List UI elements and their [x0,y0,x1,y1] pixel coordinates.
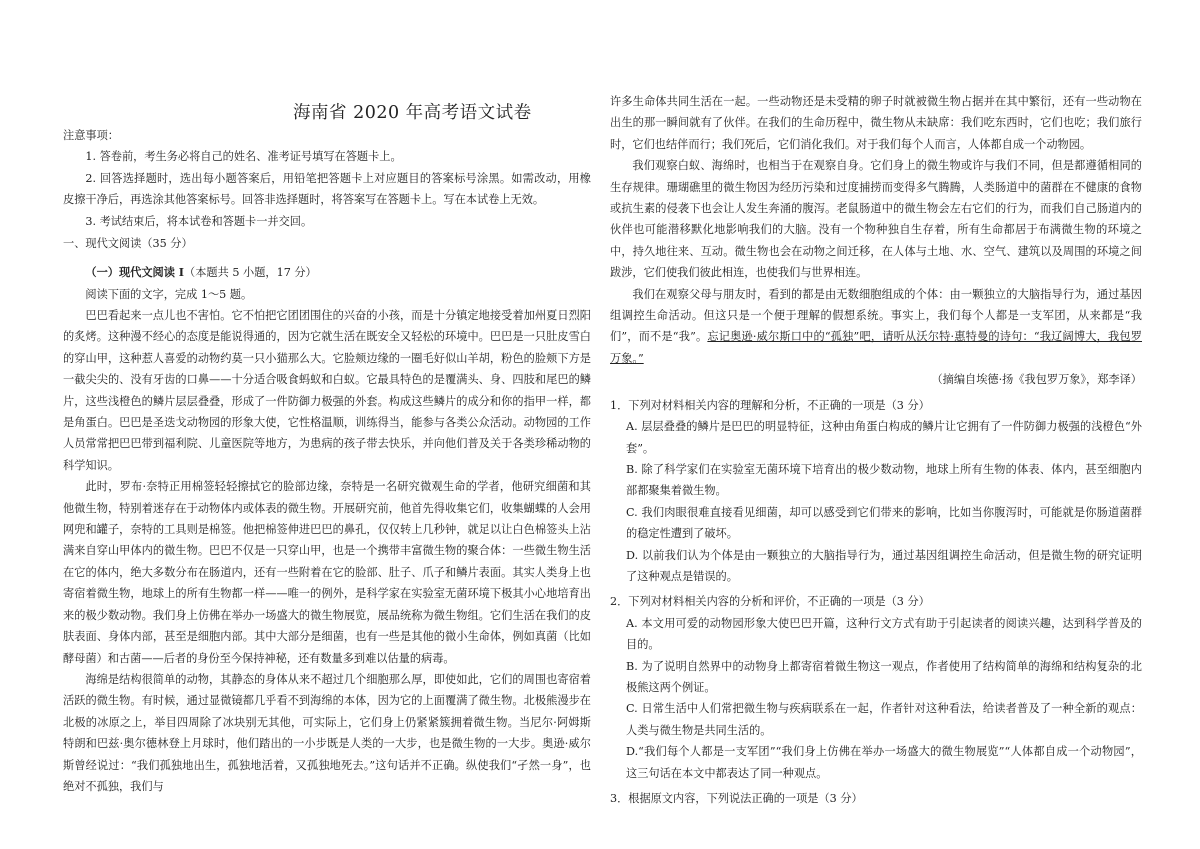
question-stem: 3．根据原文内容，下列说法正确的一项是（3 分） [610,792,863,805]
answer-option-b: B. 除了科学家们在实验室无菌环境下培育出的极少数动物，地球上所有生物的体表、体内，甚至细胞内部都聚集着微生物。 [626,462,1142,498]
section-heading: 一、现代文阅读（35 分） [63,237,193,250]
answer-option-a: A. 本文用可爱的动物园形象大使巴巴开篇，这种行文方式有助于引起读者的阅读兴趣，达到科学普及的目的。 [626,616,1142,652]
answer-option-c: C. 日常生活中人们常把微生物与疾病联系在一起，作者针对这种看法，给读者普及了一种全新的观点：人类与微生物是共同生活的。 [626,702,1142,737]
passage-left [63,305,591,797]
subsection-note: （本题共 5 小题，17 分） [184,266,317,279]
question-1 [610,395,1142,588]
passage-paragraph [610,284,1142,370]
answer-option-c: C. 我们肉眼很难直接看见细菌，却可以感受到它们带来的影响，比如当你腹泻时，可能就是你肠道菌群的稳定性遭到了破坏。 [626,505,1142,541]
passage-right [610,91,1142,809]
answer-option-a: A. 层层叠叠的鳞片是巴巴的明显特征，这种由角蛋白构成的鳞片让它拥有了一件防御力极强的浅橙色“外套”。 [626,420,1142,455]
reading-instruction: 阅读下面的文字，完成 1～5 题。 [85,288,253,301]
passage-paragraph: 许多生命体共同生活在一起。一些动物还是未受精的卵子时就被微生物占据并在其中繁衍，还有一些动物在出生的那一瞬间就有了伙伴。在我们的生命历程中，微生物从未缺席：我们吃东西时，它们也吃；我们旅行时，它们也结伴而行；我们死后，它们消化我们。对于我们每个人而言，人体都自成一个动物园。 [610,95,1142,151]
passage-text: 我们在观察父母与朋友时，看到的都是由无数细胞组成的个体：由一颗独立的大脑指导行为，通过基因组调控生命活动。但这只是一个便于理解的假想系统。事实上，我们每个人都是一支军团，从来都是“我们”，而不是“我”。 [610,287,1142,344]
passage-paragraph: 巴巴看起来一点儿也不害怕。它不怕把它团团围住的兴奋的小孩，而是十分镇定地接受着加州夏日烈阳的炙烤。这种漫不经心的态度是能说得通的，因为它就生活在既安全又轻松的环境中。巴巴是一只肚皮雪白的穿山甲，这种惹人喜爱的动物约莫一只小猫那么大。它脸颊边缘的一圈毛好似山羊胡，粉色的脸颊下方是一截尖尖的、没有牙齿的口鼻——十分适合吸食蚂蚁和白蚁。它最具特色的是覆满头、身、四肢和尾巴的鳞片，这些浅橙色的鳞片层层叠叠，形成了一件防御力极强的外套。构成这些鳞片的成分和你的指甲一样，都是角蛋白。巴巴是圣迭戈动物园的形象大使，它性格温顺，训练得当，能参与各类公众活动。动物园的工作人员常常把巴巴带到福利院、儿童医院等地方，为患病的孩子带去快乐，并向他们普及关于各类珍稀动物的科学知识。 [63,309,591,472]
page-title: 海南省 2020 年高考语文试卷 [293,103,532,123]
source-citation: （摘编自埃德·扬《我包罗万象》，郑李译） [931,373,1142,387]
question-2 [610,591,1142,784]
underlined-quote: 忘记奥逊·威尔斯口中的“孤独”吧，请听从沃尔特·惠特曼的诗句：“我辽阔博大，我包罗万象。” [610,330,1142,365]
passage-paragraph: 海绵是结构很简单的动物，其静态的身体从来不超过几个细胞那么厚，即使如此，它们的周围也寄宿着活跃的微生物。有时候，通过显微镜都几乎看不到海绵的本体，因为它的上面覆满了微生物。北极熊漫步在北极的冰原之上，举目四周除了冰块别无其他，可实际上，它们身上仍紧紧簇拥着微生物。当尼尔·阿姆斯特朗和巴兹·奥尔德林登上月球时，他们踏出的一小步既是人类的一大步，也是微生物的一大步。奥逊·威尔斯曾经说过：“我们孤独地出生，孤独地活着，又孤独地死去。”这句话并不正确。纵使我们“孑然一身”，也绝对不孤独，我们与 [63,672,591,793]
notice-item: 1. 答卷前，考生务必将自己的姓名、准考证号填写在答题卡上。 [85,150,402,164]
notice-block [63,125,591,232]
passage-paragraph: 我们观察白蚁、海绵时，也相当于在观察自身。它们身上的微生物或许与我们不同，但是都遵循相同的生存规律。珊瑚礁里的微生物因为经历污染和过度捕捞而变得多气腾腾，人类肠道中的菌群在不健康的食物或抗生素的侵袭下也会让人发生奔涌的腹泻。老鼠肠道中的微生物会左右它们的行为，而我们自己肠道内的伙伴也可能潜移默化地影响我们的大脑。没有一个物种独自生存着，所有生命都居于布满微生物的环境之中，持久地往来、互动。微生物也会在动物之间迁移，在人体与土地、水、空气、建筑以及周围的环境之间跋涉，它们使我们彼此相连，也使我们与世界相连。 [610,159,1142,280]
notice-item: 3. 考试结束后，将本试卷和答题卡一并交回。 [85,214,313,228]
question-3 [610,788,1142,809]
question-stem: 2．下列对材料相关内容的分析和评价，不正确的一项是（3 分） [610,595,930,609]
answer-option-d: D. 以前我们认为个体是由一颗独立的大脑指导行为，通过基因组调控生命活动，但是微生物的研究证明了这种观点是错误的。 [626,548,1142,583]
subsection-title: （一）现代文阅读 I [85,265,185,279]
question-stem: 1．下列对材料相关内容的理解和分析，不正确的一项是（3 分） [610,398,930,412]
notice-heading: 注意事项： [63,129,119,142]
passage-paragraph: 此时，罗布·奈特正用棉签轻轻擦拭它的脸部边缘，奈特是一名研究微观生命的学者，他研究细菌和其他微生物，特别着迷存在于动物体内或体表的微生物。开展研究前，他首先得收集它们，收集蝴蝶的人会用网兜和罐子，奈特的工具则是棉签。他把棉签伸进巴巴的鼻孔，仅仅转上几秒钟，就足以让白色棉签头上沾满来自穿山甲体内的微生物。巴巴不仅是一只穿山甲，也是一个携带丰富微生物的聚合体：一些微生物生活在它的体内，绝大多数分布在肠道内，还有一些附着在它的脸部、肚子、爪子和鳞片表面。其实人类身上也寄宿着微生物，地球上的所有生物都一样——唯一的例外，是科学家在实验室无菌环境下极其小心地培育出来的极少数动物。我们身上仿佛在举办一场盛大的微生物展览，展品统称为微生物组。它们生活在我们的皮肤表面、身体内部，甚至是细胞内部。其中大部分是细菌，也有一些是其他的微小生命体，例如真菌（比如酵母菌）和古菌——后者的身份至今保持神秘，还有数量多到难以估量的病毒。 [63,480,591,665]
answer-option-b: B. 为了说明自然界中的动物身上都寄宿着微生物这一观点，作者使用了结构简单的海绵和结构复杂的北极熊这两个例证。 [626,659,1142,694]
answer-option-d: D.“我们每个人都是一支军团”“我们身上仿佛在举办一场盛大的微生物展览”“人体都自成一个动物园”，这三句话在本文中都表达了同一种观点。 [626,745,1142,780]
notice-item: 2. 回答选择题时，选出每小题答案后，用铅笔把答题卡上对应题目的答案标号涂黑。如需改动，用橡皮擦干净后，再选涂其他答案标号。回答非选择题时，将答案写在答题卡上。写在本试卷上无效。 [63,171,591,207]
subsection-heading [63,262,591,283]
